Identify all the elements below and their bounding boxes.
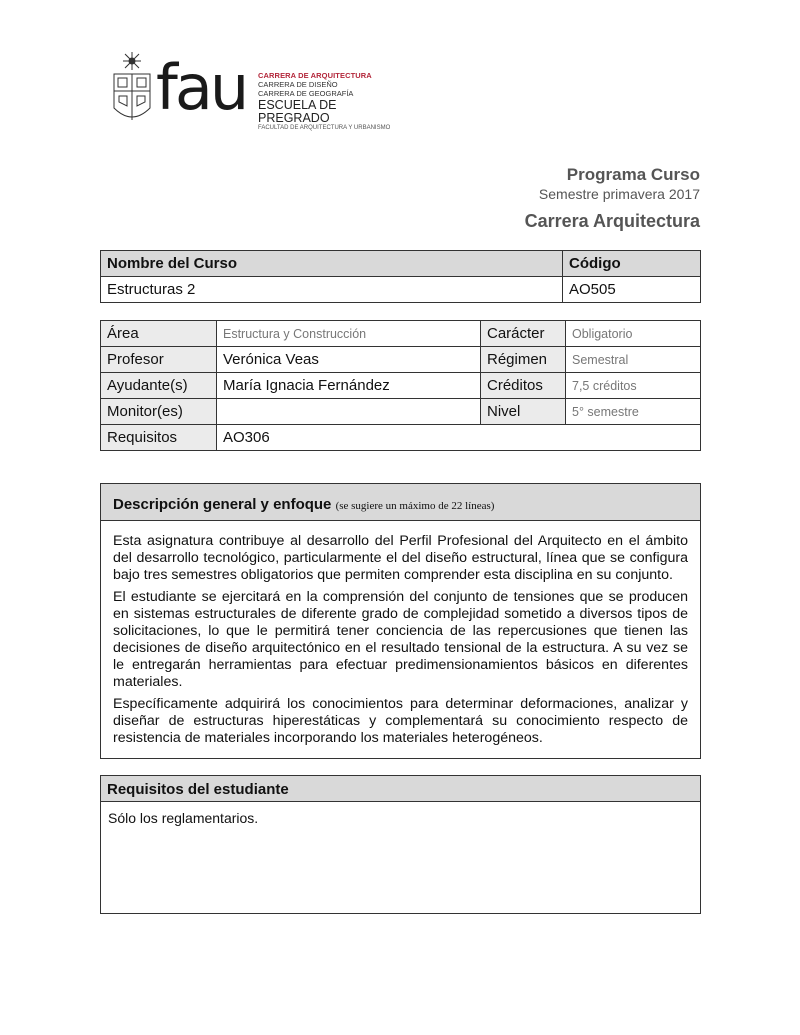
course-name: Estructuras 2 (101, 277, 563, 303)
student-requirements-title: Requisitos del estudiante (101, 776, 700, 802)
profesor-value: Verónica Veas (217, 347, 481, 373)
description-header (101, 484, 700, 521)
description-note: (se sugiere un máximo de 22 líneas) (335, 500, 495, 512)
regimen-value: Semestral (566, 347, 701, 373)
description-paragraph: El estudiante se ejercitará en la comprensión del conjunto de tensiones que se producen en sistemas estructurales de diferente grado de complejidad sometido a diversos tipos de solicitaciones, lo que le permitirá tener conciencia de las repercusiones que tienen las decisiones de diseño arquitectónico en el resultado tensional de la estructura. A su vez se le entregarán herramientas para efectuar predimensionamientos básicos en diferentes materiales. (113, 589, 688, 690)
logo-text (258, 72, 410, 131)
student-requirements-text: Sólo los reglamentarios. (108, 810, 259, 826)
description-title: Descripción general y enfoque (113, 496, 332, 513)
logo-school: ESCUELA DE PREGRADO (258, 98, 337, 125)
program-title: Programa Curso (566, 165, 700, 184)
logo-line-diseno: CARRERA DE DISEÑO (258, 80, 338, 89)
regimen-label: Régimen (481, 347, 566, 373)
description-body (101, 521, 700, 747)
creditos-label: Créditos (481, 373, 566, 399)
fau-wordmark: fau (156, 51, 247, 124)
ayudante-label: Ayudante(s) (101, 373, 217, 399)
ayudante-value: María Ignacia Fernández (217, 373, 481, 399)
university-seal-icon (110, 50, 154, 128)
description-paragraph: Específicamente adquirirá los conocimientos para determinar deformaciones, analizar y diseñar de estructuras hiperestáticas y complementará su conocimiento respecto de resistencia de materiales incorporando los materiales heterogéneos. (113, 696, 688, 746)
creditos-value: 7,5 créditos (566, 373, 701, 399)
logo-line-arquitectura: CARRERA DE ARQUITECTURA (258, 71, 372, 80)
course-table (100, 250, 701, 303)
area-value: Estructura y Construcción (217, 321, 481, 347)
monitor-label: Monitor(es) (101, 399, 217, 425)
monitor-value (217, 399, 481, 425)
description-box (100, 483, 701, 759)
course-code-header: Código (563, 251, 701, 277)
student-requirements-box (100, 775, 701, 914)
caracter-value: Obligatorio (566, 321, 701, 347)
profesor-label: Profesor (101, 347, 217, 373)
nivel-label: Nivel (481, 399, 566, 425)
career-label: Carrera Arquitectura (524, 211, 700, 231)
fau-logo (110, 50, 410, 130)
requisitos-label: Requisitos (101, 425, 217, 451)
course-name-header: Nombre del Curso (101, 251, 563, 277)
description-paragraph: Esta asignatura contribuye al desarrollo del Perfil Profesional del Arquitecto en el ámbito del desarrollo tecnológico, particularmente el del diseño estructural, línea que se configura bajo tres semestres obligatorios que permiten comprender esta disciplina en su conjunto. (113, 533, 688, 583)
course-info-table (100, 320, 701, 451)
logo-line-geografia: CARRERA DE GEOGRAFÍA (258, 89, 354, 98)
requisitos-value: AO306 (217, 425, 701, 451)
nivel-value: 5° semestre (566, 399, 701, 425)
caracter-label: Carácter (481, 321, 566, 347)
course-code: AO505 (563, 277, 701, 303)
semester-label: Semestre primavera 2017 (538, 186, 700, 202)
logo-faculty: FACULTAD DE ARQUITECTURA Y URBANISMO (258, 125, 391, 131)
area-label: Área (101, 321, 217, 347)
